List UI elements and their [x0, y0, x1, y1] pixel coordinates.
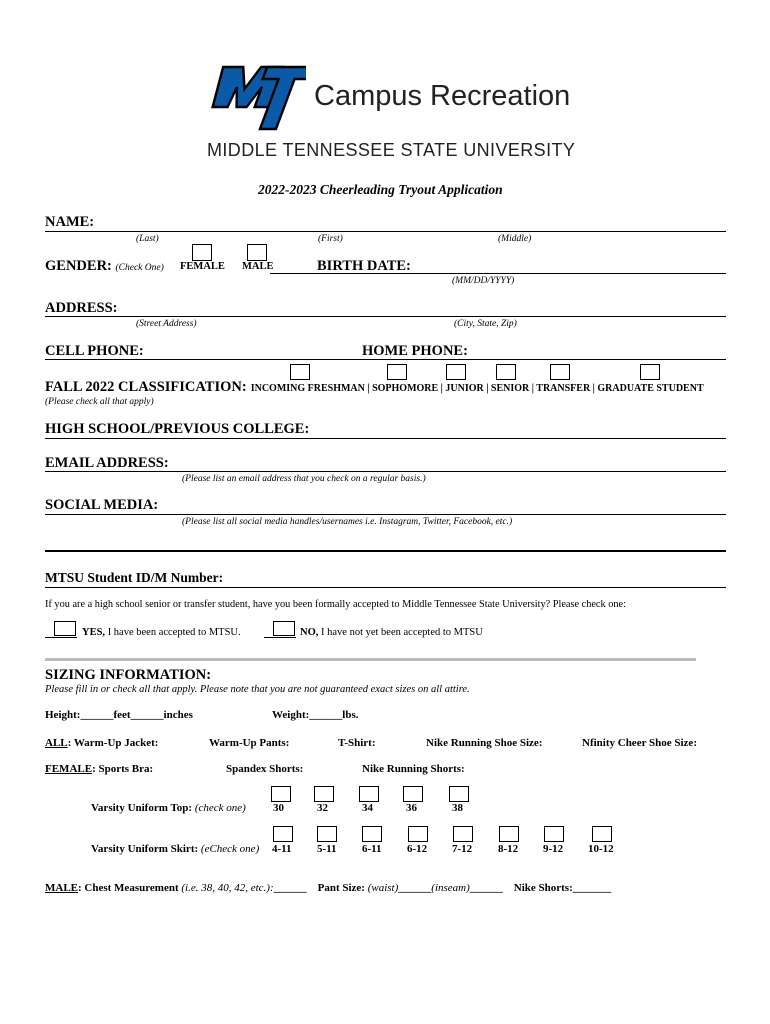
mtsu-logo	[206, 63, 306, 133]
street-hint: (Street Address)	[136, 319, 197, 329]
top-32-checkbox[interactable]	[314, 786, 334, 802]
yes-underline	[45, 637, 77, 638]
yes-checkbox[interactable]	[54, 621, 76, 636]
pant-size-label: Pant Size:	[317, 882, 365, 894]
skirt-4-11-checkbox[interactable]	[273, 826, 293, 842]
skirt-5-11-label: 5-11	[317, 843, 337, 855]
top-36-label: 36	[406, 802, 417, 814]
top-38-checkbox[interactable]	[449, 786, 469, 802]
weight-field[interactable]: Weight:______lbs.	[272, 709, 359, 721]
sizing-divider	[45, 658, 696, 661]
top-32-label: 32	[317, 802, 328, 814]
top-30-checkbox[interactable]	[271, 786, 291, 802]
form-title: 2022-2023 Cheerleading Tryout Application	[258, 182, 503, 197]
name-line[interactable]	[45, 231, 726, 232]
classification-hint: (Please check all that apply)	[45, 397, 154, 407]
female-label: FEMALE	[180, 261, 225, 272]
classification-label: FALL 2022 CLASSIFICATION:	[45, 379, 247, 395]
female-checkbox[interactable]	[192, 244, 212, 261]
home-phone-label: HOME PHONE:	[362, 343, 468, 359]
high-school-label: HIGH SCHOOL/PREVIOUS COLLEGE:	[45, 421, 310, 437]
warmup-pants-label: Warm-Up Pants:	[209, 737, 290, 749]
sports-bra-label: : Sports Bra:	[92, 763, 154, 775]
high-school-line[interactable]	[45, 438, 726, 439]
social-media-hint: (Please list all social media handles/usernames i.e. Instagram, Twitter, Facebook, etc.)	[182, 517, 513, 527]
email-label: EMAIL ADDRESS:	[45, 455, 169, 471]
nfinity-shoe-label: Nfinity Cheer Shoe Size:	[582, 737, 697, 749]
uniform-top-label: Varsity Uniform Top: (check one)	[91, 802, 246, 814]
female-size-label: FEMALE	[45, 763, 93, 775]
all-row	[45, 737, 158, 749]
skirt-6-12-checkbox[interactable]	[408, 826, 428, 842]
gender-hint: (Check One)	[115, 263, 164, 273]
height-field[interactable]: Height:______feet______inches	[45, 709, 193, 721]
student-id-line[interactable]	[45, 587, 726, 588]
name-middle-hint: (Middle)	[498, 234, 532, 244]
skirt-9-12-checkbox[interactable]	[544, 826, 564, 842]
top-36-checkbox[interactable]	[403, 786, 423, 802]
top-34-label: 34	[362, 802, 373, 814]
yes-option: YES, I have been accepted to MTSU.	[82, 627, 241, 638]
classification-options: INCOMING FRESHMAN | SOPHOMORE | JUNIOR | SENIOR | TRANSFER | GRADUATE STUDENT	[250, 383, 704, 394]
skirt-7-12-checkbox[interactable]	[453, 826, 473, 842]
skirt-6-11-label: 6-11	[362, 843, 382, 855]
gender-birth-line[interactable]	[270, 273, 726, 274]
nike-running-shoe-label: Nike Running Shoe Size:	[426, 737, 543, 749]
skirt-4-11-label: 4-11	[272, 843, 292, 855]
spandex-shorts-label: Spandex Shorts:	[226, 763, 304, 775]
top-30-label: 30	[273, 802, 284, 814]
tshirt-label: T-Shirt:	[338, 737, 376, 749]
university-name: MIDDLE TENNESSEE STATE UNIVERSITY	[207, 140, 576, 160]
gender-label: GENDER: (Check One)	[45, 258, 164, 274]
skirt-8-12-label: 8-12	[498, 843, 519, 855]
phone-line[interactable]	[45, 359, 726, 360]
sizing-title: SIZING INFORMATION:	[45, 667, 212, 683]
top-38-label: 38	[452, 802, 463, 814]
cell-phone-label: CELL PHONE:	[45, 343, 144, 359]
female-row	[45, 763, 153, 775]
social-media-line-2[interactable]	[45, 550, 726, 552]
nike-shorts-blank[interactable]: _______	[572, 882, 612, 894]
skirt-10-12-label: 10-12	[588, 843, 614, 855]
email-hint: (Please list an email address that you check on a regular basis.)	[182, 474, 426, 484]
skirt-10-12-checkbox[interactable]	[592, 826, 612, 842]
male-row: MALE: Chest Measurement (i.e. 38, 40, 42, etc.):______ Pant Size: (waist)______(inseam)______ Nike Shorts:_______	[45, 882, 612, 894]
skirt-5-11-checkbox[interactable]	[317, 826, 337, 842]
city-hint: (City, State, Zip)	[454, 319, 517, 329]
social-media-line-1[interactable]	[45, 514, 726, 515]
student-id-label: MTSU Student ID/M Number:	[45, 570, 224, 585]
no-checkbox[interactable]	[273, 621, 295, 636]
skirt-7-12-label: 7-12	[452, 843, 473, 855]
male-size-label: MALE	[45, 882, 78, 894]
uniform-skirt-label: Varsity Uniform Skirt: (eCheck one)	[91, 843, 260, 855]
all-label: ALL	[45, 737, 68, 749]
sizing-note: Please fill in or check all that apply. Please note that you are not guaranteed exact sizes on all attire.	[45, 684, 470, 695]
email-line[interactable]	[45, 471, 726, 472]
skirt-8-12-checkbox[interactable]	[499, 826, 519, 842]
skirt-6-11-checkbox[interactable]	[362, 826, 382, 842]
no-option: NO, I have not yet been accepted to MTSU	[300, 627, 483, 638]
brand-name: Campus Recreation	[314, 80, 571, 112]
address-line[interactable]	[45, 316, 726, 317]
name-last-hint: (Last)	[136, 234, 159, 244]
male-label: MALE	[242, 261, 274, 272]
name-first-hint: (First)	[318, 234, 343, 244]
chest-blank[interactable]: ______	[273, 882, 307, 894]
acceptance-question: If you are a high school senior or transfer student, have you been formally accepted to Middle Tennessee State University? Please check one:	[45, 599, 626, 610]
warmup-jacket-label: : Warm-Up Jacket:	[67, 737, 159, 749]
top-34-checkbox[interactable]	[359, 786, 379, 802]
no-underline	[264, 637, 296, 638]
skirt-6-12-label: 6-12	[407, 843, 428, 855]
address-label: ADDRESS:	[45, 300, 118, 316]
male-checkbox[interactable]	[247, 244, 267, 261]
nike-running-shorts-label: Nike Running Shorts:	[362, 763, 465, 775]
birth-date-hint: (MM/DD/YYYY)	[452, 276, 515, 286]
classification-row	[45, 378, 704, 396]
inseam-blank[interactable]: ______	[469, 882, 503, 894]
social-media-label: SOCIAL MEDIA:	[45, 497, 159, 513]
skirt-9-12-label: 9-12	[543, 843, 564, 855]
waist-blank[interactable]: ______	[398, 882, 432, 894]
nike-shorts-label: Nike Shorts:	[513, 882, 573, 894]
name-label: NAME:	[45, 214, 95, 230]
birth-date-label: BIRTH DATE:	[317, 258, 411, 274]
